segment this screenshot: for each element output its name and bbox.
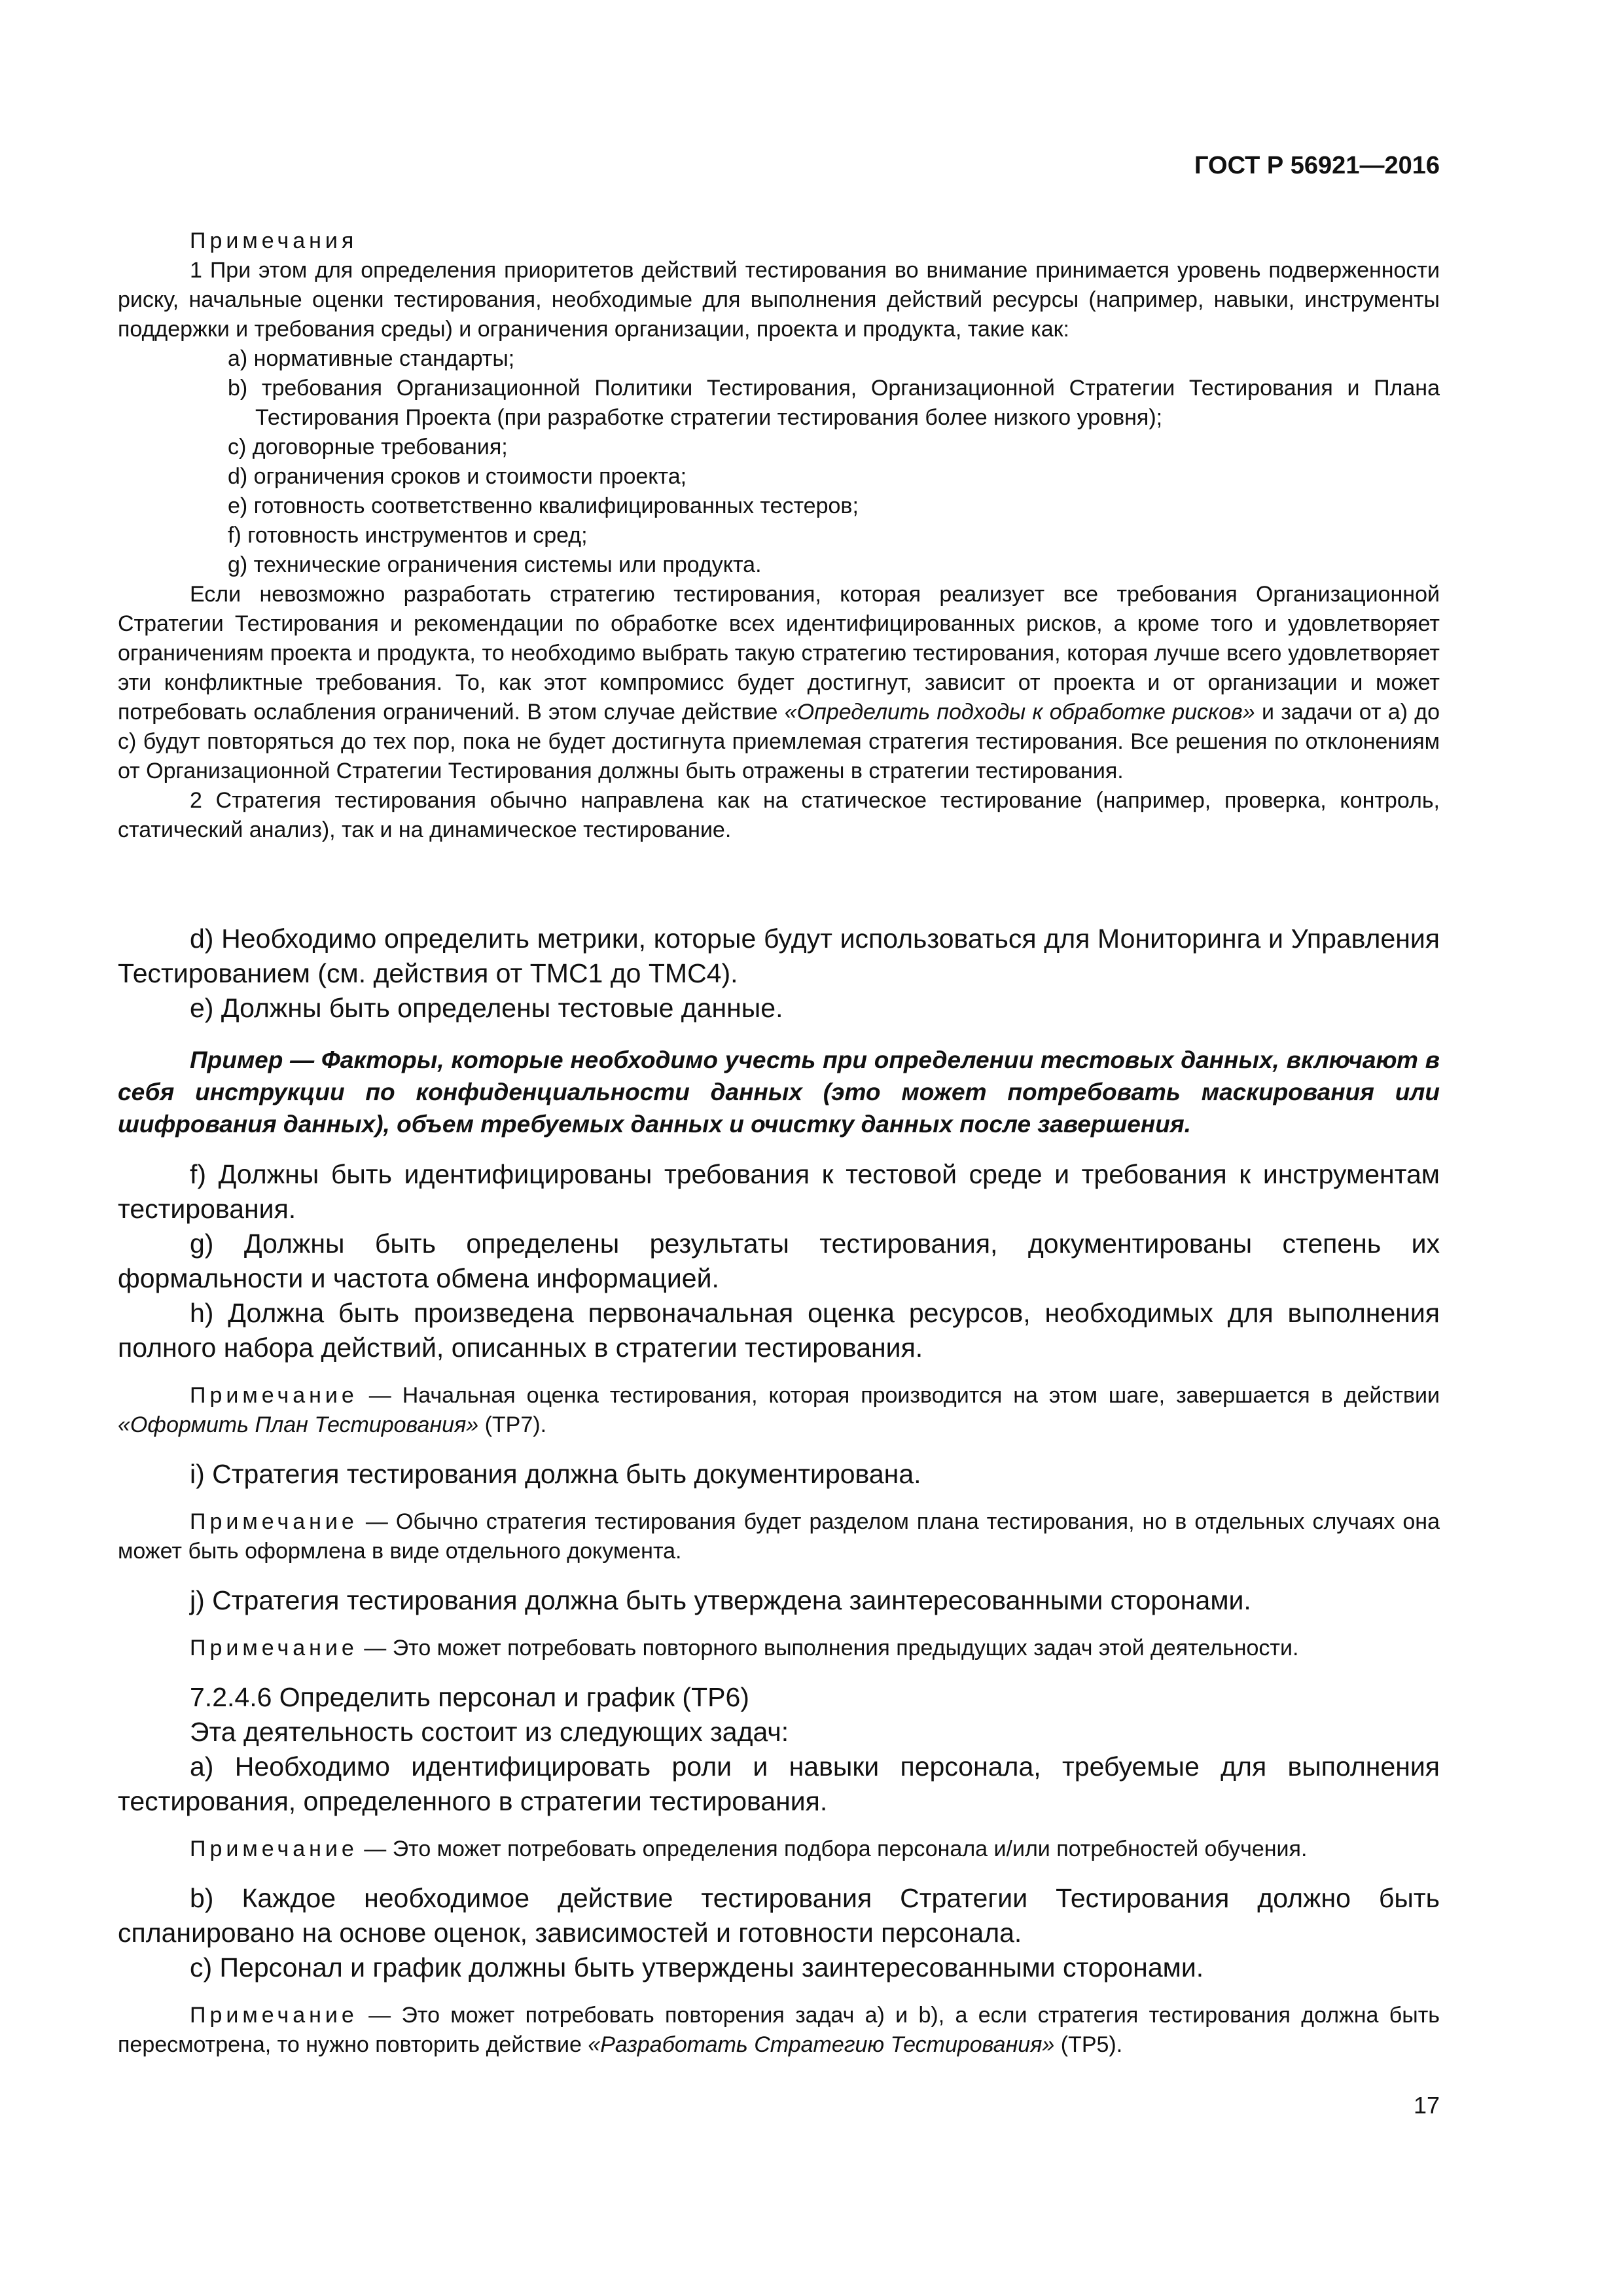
note-1-item: g) технические ограничения системы или продукта. <box>228 552 762 577</box>
task-e: e) Должны быть определены тестовые данные. <box>190 993 783 1023</box>
note-label: Примечание <box>190 2003 358 2028</box>
activity-reference: «Разработать Стратегию Тестирования» <box>588 2032 1055 2057</box>
note-after-a <box>118 1835 1440 1864</box>
note-1-text: 1 При этом для определения приоритетов действий тестирования во внимание принимается уровень подверженности риску, начальные оценки тестирования, необходимые для выполнения действий ресурсы (например, навыки, инструменты поддержки и требования среды) и ограничения организации, проекта и продукта, такие как: <box>118 258 1440 342</box>
note-text: Начальная оценка тестирования, которая производится на этом шаге, завершается в действии <box>402 1383 1440 1408</box>
note-dash: — <box>357 1509 396 1534</box>
note-text: Это может потребовать определения подбора персонала и/или потребностей обучения. <box>392 1837 1308 1861</box>
document-id-header: ГОСТ Р 56921—2016 <box>1194 152 1440 179</box>
note-1-item: c) договорные требования; <box>228 435 508 459</box>
task-g: g) Должны быть определены результаты тестирования, документированы степень их формальности и частота обмена информацией. <box>118 1229 1440 1293</box>
section-intro: Эта деятельность состоит из следующих задач: <box>190 1717 789 1747</box>
example-label: Пример <box>190 1047 283 1073</box>
example-paragraph <box>118 1044 1440 1140</box>
note-1-item: a) нормативные стандарты; <box>228 346 515 371</box>
note-after-i <box>118 1507 1440 1566</box>
compromise-text-end: и задачи от a) до c) будут повторяться до тех пор, пока не будет достигнута приемлемая стратегия тестирования. Все решения по отклонениям от Организационной Стратегии Тестирования должны быть отражены в стратегии тестирования. <box>118 700 1440 783</box>
note-1-item: f) готовность инструментов и сред; <box>228 523 588 548</box>
note-label: Примечание <box>190 1636 358 1660</box>
notes-title: Примечания <box>190 228 358 253</box>
task-j: j) Стратегия тестирования должна быть утверждена заинтересованными сторонами. <box>190 1585 1251 1615</box>
note-dash: — <box>357 1636 393 1660</box>
note-text: Это может потребовать повторения задач a) и b), а если стратегия тестирования должна быть пересмотрена, то нужно повторить действие <box>118 2003 1440 2057</box>
note-1-item: d) ограничения сроков и стоимости проекта; <box>228 464 687 489</box>
note-text: Это может потребовать повторного выполнения предыдущих задач этой деятельности. <box>392 1636 1299 1660</box>
note-dash: — <box>357 2003 402 2028</box>
note-1-item: b) требования Организационной Политики Тестирования, Организационной Стратегии Тестирования и Плана Тестирования Проекта (при разработке стратегии тестирования более низкого уровня); <box>228 376 1440 430</box>
note-1-item: e) готовность соответственно квалифицированных тестеров; <box>228 493 859 518</box>
note-text: Обычно стратегия тестирования будет разделом плана тестирования, но в отдельных случаях она может быть оформлена в виде отдельного документа. <box>118 1509 1440 1564</box>
section-task-a: a) Необходимо идентифицировать роли и навыки персонала, требуемые для выполнения тестирования, определенного в стратегии тестирования. <box>118 1751 1440 1816</box>
task-h: h) Должна быть произведена первоначальная оценка ресурсов, необходимых для выполнения полного набора действий, описанных в стратегии тестирования. <box>118 1298 1440 1363</box>
main-content <box>118 922 1440 2060</box>
note-label: Примечание <box>190 1509 358 1534</box>
section-task-b: b) Каждое необходимое действие тестирования Стратегии Тестирования должно быть спланировано на основе оценок, зависимостей и готовности персонала. <box>118 1883 1440 1948</box>
note-dash: — <box>357 1837 393 1861</box>
activity-reference: «Оформить План Тестирования» <box>118 1412 479 1437</box>
note-after-c <box>118 2001 1440 2060</box>
note-after-h <box>118 1381 1440 1440</box>
note-after-j <box>118 1634 1440 1663</box>
note-2-text: 2 Стратегия тестирования обычно направлена как на статическое тестирование (например, проверка, контроль, статический анализ), так и на динамическое тестирование. <box>118 788 1440 842</box>
compromise-text-start: Если невозможно разработать стратегию тестирования, которая реализует все требования Организационной Стратегии Тестирования и рекомендации по обработке всех идентифицированных рисков, а кроме того и удовлетворяет ограничениям проекта и продукта, то необходимо выбрать такую стратегию тестирования, которая лучше всего удовлетворяет эти конфликтные требования. То, как этот компромисс будет достигнут, зависит от проекта и от организации и может потребовать ослабления ограничений. В этом случае действие <box>118 582 1440 725</box>
note-label: Примечание <box>190 1383 358 1408</box>
note-text-end: (TP7). <box>478 1412 547 1437</box>
note-text-end: (TP5). <box>1054 2032 1123 2057</box>
section-task-c: c) Персонал и график должны быть утверждены заинтересованными сторонами. <box>190 1952 1204 1982</box>
task-i: i) Стратегия тестирования должна быть документирована. <box>190 1459 921 1489</box>
page-number: 17 <box>1413 2092 1440 2119</box>
task-f: f) Должны быть идентифицированы требования к тестовой среде и требования к инструментам тестирования. <box>118 1159 1440 1224</box>
compromise-paragraph <box>118 580 1440 786</box>
notes-block <box>118 226 1440 845</box>
note-label: Примечание <box>190 1837 358 1861</box>
activity-reference: «Определить подходы к обработке рисков» <box>784 700 1255 725</box>
note-dash: — <box>357 1383 402 1408</box>
section-heading: 7.2.4.6 Определить персонал и график (TP6) <box>190 1682 749 1712</box>
document-page <box>118 0 1440 2296</box>
task-d: d) Необходимо определить метрики, которые будут использоваться для Мониторинга и Управления Тестированием (см. действия от TMC1 до TMC4). <box>118 924 1440 988</box>
example-text: — Факторы, которые необходимо учесть при определении тестовых данных, включают в себя инструкции по конфиденциальности данных (это может потребовать маскирования или шифрования данных), объем требуемых данных и очистку данных после завершения. <box>118 1047 1440 1138</box>
